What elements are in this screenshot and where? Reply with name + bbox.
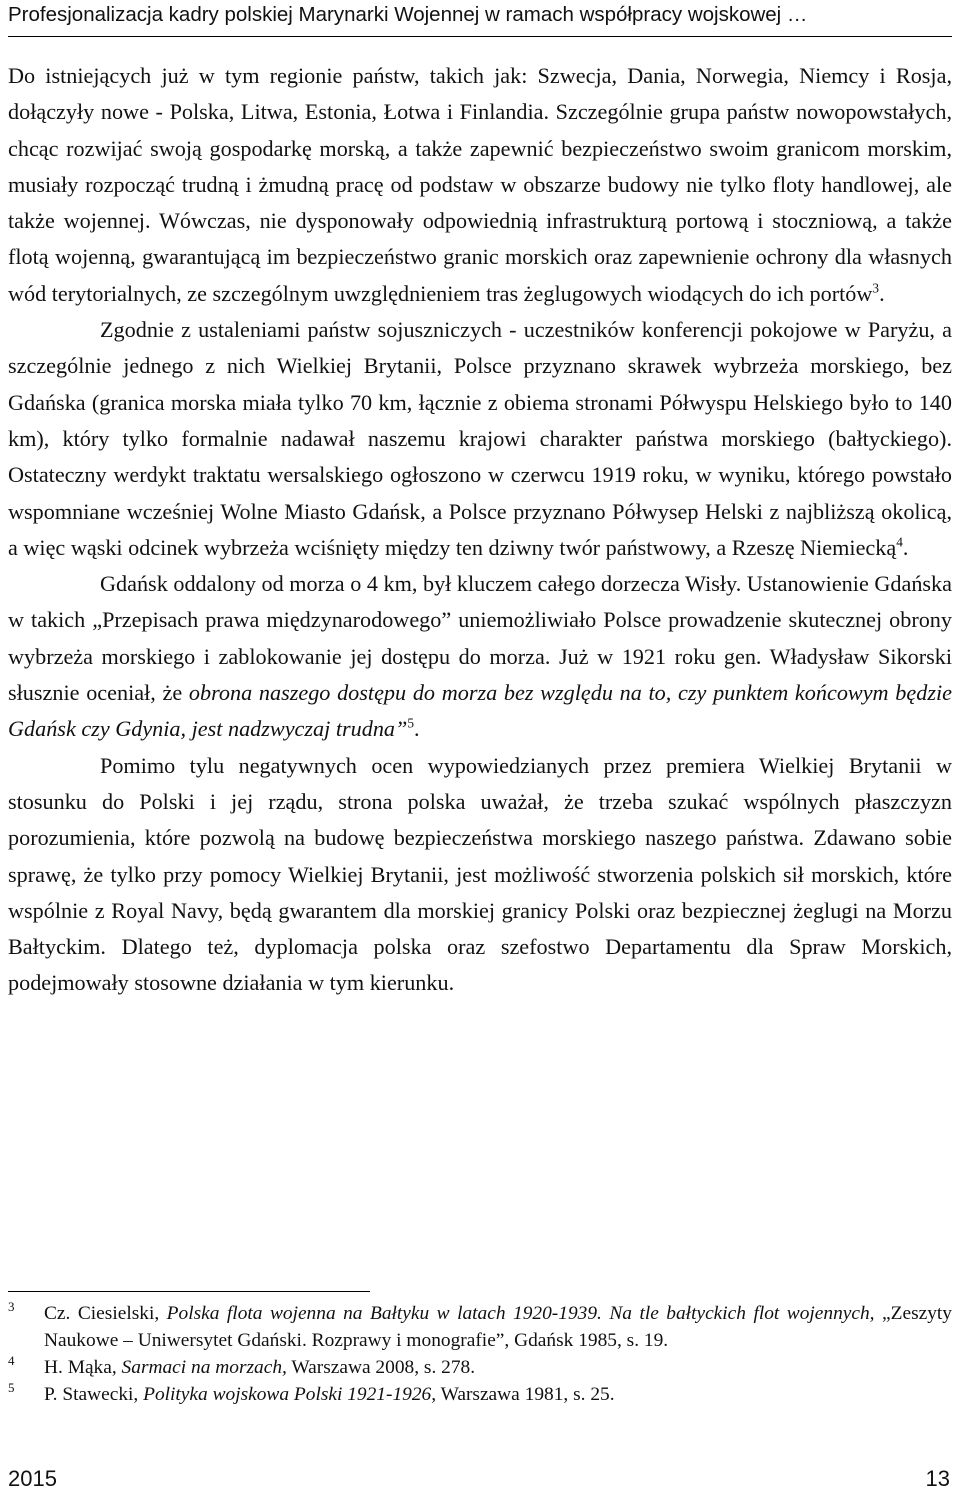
footnote-number: 4 <box>8 1353 15 1368</box>
footnote-4 <box>8 1354 952 1381</box>
footer-year: 2015 <box>8 1466 57 1491</box>
footnote-ref-3[interactable]: 3 <box>872 280 880 296</box>
footnotes <box>8 1300 952 1408</box>
paragraph-3-text: Gdańsk oddalony od morza o 4 km, był kluczem całego dorzecza Wisły. Ustanowienie Gdańska w takich „Przepisach prawa międzynarodowego” uniemożliwiało Polsce prowadzenie skutecznej obrony wybrzeża morskiego i zablokowanie jej dostępu do morza. Już w 1921 roku gen. Władysław Sikorski słusznie oceniał, że <box>8 571 952 706</box>
footnote-author: P. Stawecki, <box>44 1384 144 1405</box>
sikorski-quote: obrona naszego dostępu do morza bez względu na to, czy punktem końcowym będzie Gdańsk czy Gdynia, jest nadzwyczaj trudna” <box>8 680 952 742</box>
paragraph-1 <box>8 58 952 312</box>
paragraph-3-end: . <box>414 716 420 742</box>
paragraph-1-text: Do istniejących już w tym regionie państw, takich jak: Szwecja, Dania, Norwegia, Niemcy i Rosja, dołączyły nowe - Polska, Litwa, Estonia, Łotwa i Finlandia. Szczególnie grupa państw nowopowstałych, chcąc rozwijać swoją gospodarkę morską, a także zapewnić bezpieczeństwo swoim granicom morskim, musiały rozpocząć trudną i żmudną pracę od podstaw w obszarze budowy nie tylko floty handlowej, ale także wojennej. Wówczas, nie dysponowały odpowiednią infrastrukturą portową i stoczniową, a także flotą wojenną, gwarantującą im bezpieczeństwo granic morskich oraz zapewnienie ochrony dla własnych wód terytorialnych, ze szczególnym uwzględnieniem tras żeglugowych wiodących do ich portów <box>8 63 952 306</box>
footnote-divider <box>8 1291 370 1292</box>
footnote-ref-5[interactable]: 5 <box>407 715 414 731</box>
page-number: 13 <box>925 1466 950 1491</box>
footnote-number: 3 <box>8 1299 15 1314</box>
paragraph-2-end: . <box>902 534 909 560</box>
footnote-title: Polska flota wojenna na Bałtyku w latach 1920-1939. Na tle bałtyckich flot wojennych, <box>166 1303 875 1324</box>
main-text <box>8 58 952 1002</box>
paragraph-2 <box>8 312 952 566</box>
footnote-title: Sarmaci na morzach, <box>121 1357 287 1378</box>
footnote-author: H. Mąka, <box>44 1357 122 1378</box>
footnote-author: Cz. Ciesielski, <box>44 1303 167 1324</box>
paragraph-3 <box>8 566 952 747</box>
paragraph-4 <box>8 748 952 1002</box>
paragraph-4-text: Pomimo tylu negatywnych ocen wypowiedzianych przez premiera Wielkiej Brytanii w stosunku do Polski i jej rządu, strona polska uważał, że trzeba szukać wspólnych płaszczyzn porozumienia, które pozwolą na budowę bezpieczeństwa morskiego naszego państwa. Zdawano sobie sprawę, że tylko przy pomocy Wielkiej Brytanii, jest możliwość stworzenia polskich sił morskich, które wspólnie z Royal Navy, będą gwarantem dla morskiej granicy Polski oraz bezpiecznej żeglugi na Morzu Bałtyckim. Dlatego też, dyplomacja polska oraz szefostwo Departamentu dla Spraw Morskich, podejmowały stosowne działania w tym kierunku. <box>8 752 952 996</box>
footnote-publication: „Zeszyty Naukowe – Uniwersytet Gdański. Rozprawy i monografie”, Gdańsk 1985, s. 19. <box>44 1303 953 1351</box>
footnote-number: 5 <box>8 1380 15 1395</box>
header-divider <box>8 36 952 37</box>
footnote-publication: Warszawa 2008, s. 278. <box>286 1357 476 1378</box>
footnote-5 <box>8 1381 952 1408</box>
footnote-title: Polityka wojskowa Polski 1921-1926, <box>143 1384 437 1405</box>
paragraph-2-text: Zgodnie z ustaleniami państw sojuszniczych - uczestników konferencji pokojowe w Paryżu, a szczególnie jednego z nich Wielkiej Brytanii, Polsce przyznano skrawek wybrzeża morskiego, bez Gdańska (granica morska miała tylko 70 km, łącznie z obiema stronami Półwyspu Helskiego było to 140 km), który tylko formalnie nadawał naszemu krajowi charakter państwa morskiego (bałtyckiego). Ostateczny werdykt traktatu wersalskiego ogłoszono w czerwcu 1919 roku, w wyniku, którego powstało wspomniane wcześniej Wolne Miasto Gdańsk, a Polsce przyznano Półwysep Helski z najbliższą okolicą, a więc wąski odcinek wybrzeża wciśnięty między ten dziwny twór państwowy, a Rzeszę Niemiecką <box>8 317 952 560</box>
running-header: Profesjonalizacja kadry polskiej Marynarki Wojennej w ramach współpracy wojskowej … <box>8 3 808 26</box>
footnote-3 <box>8 1300 952 1354</box>
footnote-publication: Warszawa 1981, s. 25. <box>436 1384 615 1405</box>
footnote-ref-4[interactable]: 4 <box>896 534 903 550</box>
paragraph-1-end: . <box>879 280 885 306</box>
